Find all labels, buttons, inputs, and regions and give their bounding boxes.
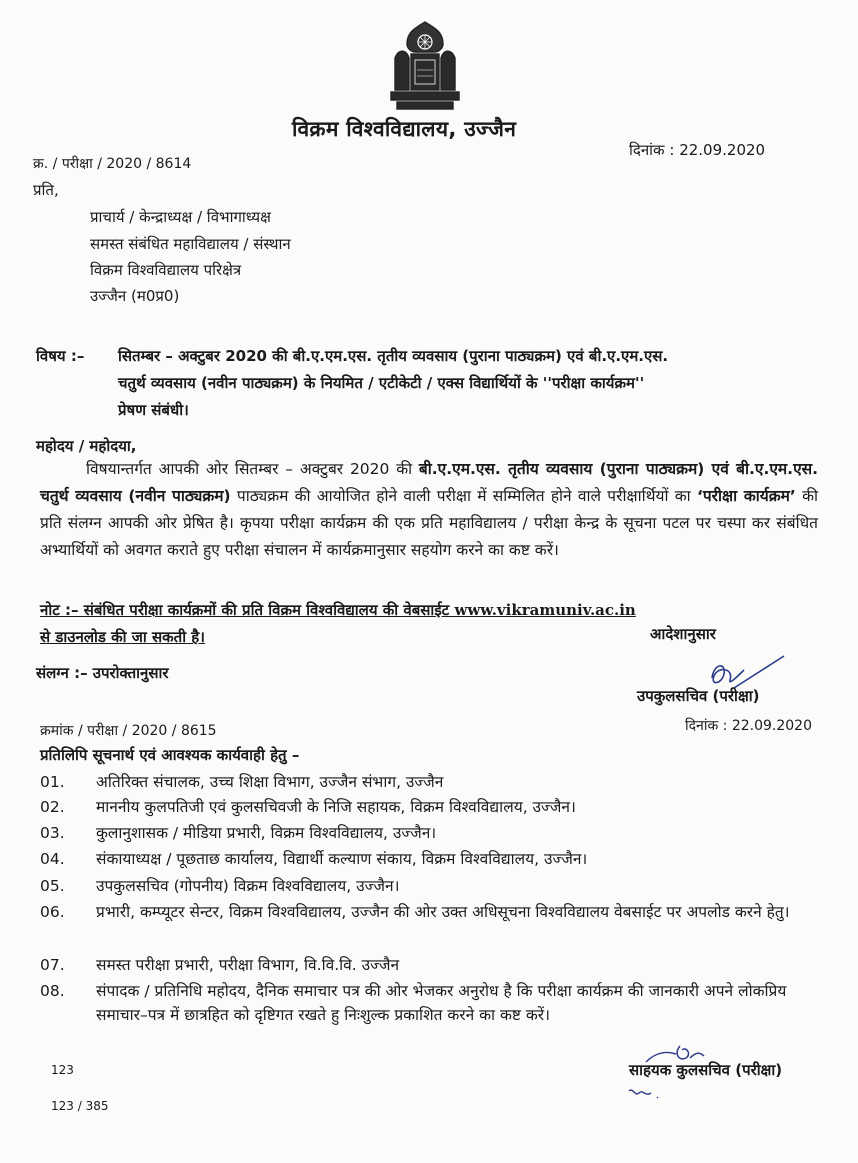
list-number: 03. bbox=[40, 824, 65, 842]
list-item bbox=[40, 821, 830, 847]
date-value: 22.09.2020 bbox=[679, 141, 766, 159]
note-line bbox=[40, 600, 636, 620]
copy-list bbox=[40, 770, 830, 1059]
body-text: पाठ्यक्रम की आयोजित होने वाली परीक्षा में सम्मिलित होने वाले परीक्षार्थियों का bbox=[230, 487, 697, 505]
copy-reference-number: क्रमांक / परीक्षा / 2020 / 8615 bbox=[40, 723, 217, 739]
signatory-designation: उपकुलसचिव (परीक्षा) bbox=[637, 687, 760, 705]
recipient-line: विक्रम विश्वविद्यालय परिक्षेत्र bbox=[90, 261, 242, 279]
university-emblem-icon bbox=[385, 18, 465, 113]
list-number: 04. bbox=[40, 850, 65, 868]
date-label: दिनांक bbox=[685, 718, 719, 734]
list-number: 02. bbox=[40, 798, 65, 816]
body-course-names: बी.ए.एम.एस. तृतीय व्यवसाय (पुराना पाठ्यक्रम) एवं बी.ए.एम.एस. चतुर्थ व्यवसाय (नवीन पाठ्यक्रम) bbox=[40, 460, 819, 505]
assistant-registrar-designation: साहयक कुलसचिव (परीक्षा) bbox=[629, 1061, 783, 1079]
list-text: प्रभारी, कम्प्यूटर सेन्टर, विक्रम विश्वविद्यालय, उज्जैन की ओर उक्त अधिसूचना विश्वविद्यालय वेबसाईट पर अपलोड करने हेतु। bbox=[96, 903, 790, 921]
list-text: समस्त परीक्षा प्रभारी, परीक्षा विभाग, वि.वि.वि. उज्जैन bbox=[96, 956, 400, 974]
recipient-line: प्राचार्य / केन्द्राध्यक्ष / विभागाध्यक्ष bbox=[90, 208, 271, 226]
subject-line: प्रेषण संबंधी। bbox=[118, 401, 189, 419]
list-number: 06. bbox=[40, 903, 65, 921]
date-label: दिनांक bbox=[629, 141, 665, 159]
list-item bbox=[40, 770, 830, 795]
list-text: अतिरिक्त संचालक, उच्च शिक्षा विभाग, उज्जैन संभाग, उज्जैन bbox=[96, 773, 444, 791]
list-text: संकायाध्यक्ष / पूछताछ कार्यालय, विद्यार्थी कल्याण संकाय, विक्रम विश्वविद्यालय, उज्जैन। bbox=[96, 850, 588, 868]
date-value: : 22.09.2020 bbox=[722, 718, 812, 734]
list-item bbox=[40, 953, 830, 979]
subject-line: सितम्बर – अक्टुबर 2020 की बी.ए.एम.एस. तृतीय व्यवसाय (पुराना पाठ्यक्रम) एवं बी.ए.एम.एस. bbox=[118, 347, 669, 365]
list-item bbox=[40, 900, 830, 953]
initials-image bbox=[625, 1083, 665, 1103]
subject-label: विषय :– bbox=[36, 347, 85, 365]
note-line-2: से डाउनलोड की जा सकती है। bbox=[40, 628, 205, 646]
signatory-date bbox=[685, 716, 812, 735]
body-text: की प्रति संलग्न आपकी ओर प्रेषित है। कृपया परीक्षा कार्यक्रम की एक प्रति महाविद्यालय / परीक्षा केन्द्र के सूचना पटल पर चस्पा कर संबंधित अभ्यार्थियों को अवगत कराते हुए परीक्षा संचालन में कार्यक्रमानुसार सहयोग करने का कष्ट करें। bbox=[40, 487, 818, 559]
to-label: प्रति, bbox=[33, 181, 59, 199]
list-text: संपादक / प्रतिनिधि महोदय, दैनिक समाचार पत्र की ओर भेजकर अनुरोध है कि परीक्षा कार्यक्रम की जानकारी अपने लोकप्रिय समाचार–पत्र में छात्रहित को दृष्टिगत रखते हु निःशुल्क प्रकाशित करने का कष्ट करें। bbox=[96, 982, 787, 1024]
list-item bbox=[40, 847, 830, 874]
by-order-label: आदेशानुसार bbox=[650, 625, 716, 643]
website-link[interactable]: www.vikramuniv.ac.in bbox=[454, 601, 636, 619]
subject-line: चतुर्थ व्यवसाय (नवीन पाठ्यक्रम) के नियमित / एटीकेटी / एक्स विद्यार्थियों के ''परीक्षा कार्यक्रम'' bbox=[118, 374, 645, 392]
letter-date: दिनांक : 22.09.2020 bbox=[629, 141, 766, 159]
university-title: विक्रम विश्वविद्यालय, उज्जैन bbox=[292, 117, 517, 141]
page-count: 123 / 385 bbox=[51, 1099, 109, 1113]
recipient-line: उज्जैन (म0प्र0) bbox=[90, 287, 180, 305]
list-text: उपकुलसचिव (गोपनीय) विक्रम विश्वविद्यालय, उज्जैन। bbox=[96, 877, 400, 895]
list-item bbox=[40, 795, 830, 821]
list-number: 01. bbox=[40, 773, 65, 791]
page-code: 123 bbox=[51, 1063, 74, 1077]
copy-heading: प्रतिलिपि सूचनार्थ एवं आवश्यक कार्यवाही हेतु – bbox=[40, 746, 300, 764]
reference-number: क्र. / परीक्षा / 2020 / 8614 bbox=[33, 156, 192, 172]
recipient-line: समस्त संबंधित महाविद्यालय / संस्थान bbox=[90, 235, 291, 253]
body-exam-programme: ‘परीक्षा कार्यक्रम’ bbox=[696, 487, 796, 505]
note-text: नोट :– संबंधित परीक्षा कार्यक्रमों की प्रति विक्रम विश्वविद्यालय की वेबसाईट bbox=[40, 601, 455, 619]
list-text: माननीय कुलपतिजी एवं कुलसचिवजी के निजि सहायक, विक्रम विश्वविद्यालय, उज्जैन। bbox=[96, 798, 576, 816]
list-item bbox=[40, 874, 830, 900]
list-text: कुलानुशासक / मीडिया प्रभारी, विक्रम विश्वविद्यालय, उज्जैन। bbox=[96, 824, 437, 842]
list-number: 08. bbox=[40, 982, 65, 1000]
body-paragraph bbox=[40, 456, 818, 564]
list-number: 05. bbox=[40, 877, 65, 895]
list-number: 07. bbox=[40, 956, 65, 974]
body-text: विषयान्तर्गत आपकी ओर सितम्बर – अक्टुबर 2020 की bbox=[86, 460, 419, 478]
salutation: महोदय / महोदया, bbox=[36, 437, 137, 455]
attachment-label: संलग्न :– उपरोक्तानुसार bbox=[36, 664, 169, 682]
